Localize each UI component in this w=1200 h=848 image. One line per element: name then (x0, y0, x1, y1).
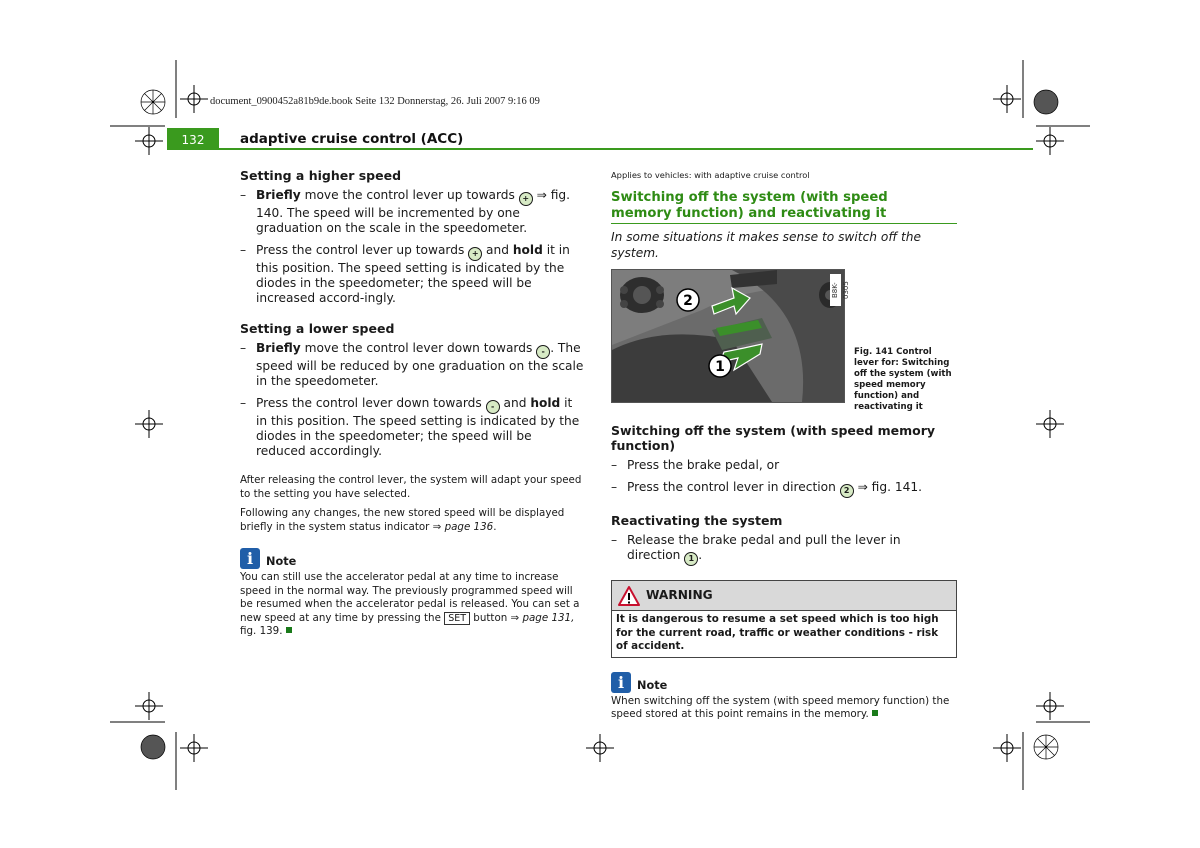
note-body: You can still use the accelerator pedal at any time to increase speed in the normal way. The previously programmed speed will be resumed when the accelerator pedal is released. You can set a new speed at any time by pressing the (240, 571, 580, 624)
item-text: it in this position. The speed setting is indicated by the diodes in the speedometer; the speed will be increased accord-ingly. (256, 243, 570, 305)
section-title-line-1: Switching off the system (with speed (611, 190, 888, 205)
item-text: . The speed will be reduced by one graduation on the scale in the speedometer. (256, 341, 584, 388)
note-text (240, 571, 585, 639)
page-number: 132 (167, 128, 219, 150)
end-square-icon (286, 627, 292, 633)
note-body: When switching off the system (with speed memory function) the speed stored at this point remains in the memory. (611, 694, 950, 720)
item-text: Press the control lever in direction (627, 480, 840, 494)
warning-triangle-icon (618, 586, 640, 606)
paragraph-text: Following any changes, the new stored speed will be displayed briefly in the system status indicator ⇒ (240, 507, 565, 533)
figure-callout-1: 1 (715, 359, 725, 375)
item-text: move the control lever down towards (300, 341, 537, 355)
warning-title: WARNING (646, 588, 713, 602)
intro-text: In some situations it makes sense to switch off the system. (611, 230, 921, 260)
right-column (611, 168, 957, 728)
control-lever-illustration (612, 270, 844, 402)
warning-text: It is dangerous to resume a set speed which is too high for the current road, traffic or weather conditions - risk of accident. (612, 610, 956, 657)
control-lever-figure (611, 269, 850, 403)
page-reference-link[interactable]: page 136 (444, 520, 494, 533)
figure-row (611, 269, 957, 413)
item-text: ⇒ fig. 140. The speed will be incremented by one graduation on the scale in the speedometer. (256, 188, 571, 235)
list-item (240, 188, 585, 236)
note-title: Note (266, 555, 297, 568)
list-item (611, 480, 957, 498)
item-text: and (482, 243, 513, 257)
minus-button-icon: - (536, 345, 550, 359)
direction-1-icon: 1 (684, 552, 698, 566)
item-text: . (698, 548, 703, 562)
subsection-title-reactivating: Reactivating the system (611, 513, 783, 528)
item-text: move the control lever up towards (300, 188, 519, 202)
item-text: Press the control lever up towards (256, 243, 469, 257)
emphasis: Briefly (256, 341, 301, 355)
section-title-higher-speed: Setting a higher speed (240, 168, 402, 183)
figure-callout-2: 2 (683, 293, 693, 309)
plus-button-icon: + (468, 247, 482, 261)
paragraph: After releasing the control lever, the system will adapt your speed to the setting you have selected. (240, 474, 582, 500)
note-header (611, 672, 957, 693)
list-item: – Press the brake pedal, or (611, 458, 957, 473)
set-key-label: SET (444, 612, 470, 625)
end-square-icon (872, 710, 878, 716)
emphasis: hold (512, 243, 543, 257)
emphasis: Briefly (256, 188, 301, 202)
page-reference-link[interactable]: page 131, (522, 611, 575, 624)
section-title-lower-speed: Setting a lower speed (240, 321, 395, 336)
note-body: button ⇒ (470, 611, 523, 624)
direction-2-icon: 2 (840, 484, 854, 498)
list-item (240, 341, 585, 389)
paragraph-text: . (493, 520, 497, 533)
plus-button-icon: + (519, 192, 533, 206)
file-info-line: document_0900452a81b9de.book Seite 132 Donnerstag, 26. Juli 2007 9:16 09 (210, 96, 540, 107)
applies-to-note: Applies to vehicles: with adaptive cruise control (611, 170, 810, 180)
item-text: Press the control lever down towards (256, 396, 486, 410)
item-text: it in this position. The speed setting is indicated by the diodes in the speedometer; the speed will be reduced accordingly. (256, 396, 580, 458)
item-text: Release the brake pedal and pull the lever in direction (627, 533, 901, 562)
section-title-line-2: memory function) and reactivating it (611, 206, 887, 221)
item-text: ⇒ fig. 141. (853, 480, 922, 494)
list-item (611, 533, 957, 566)
list-item (240, 243, 585, 306)
note-header (240, 548, 585, 569)
figure-caption: Fig. 141 Control lever for: Switching off the system (with speed memory function) and reactivating it (854, 347, 952, 412)
item-text: and (499, 396, 531, 410)
info-icon (611, 672, 631, 693)
note-text (611, 695, 957, 722)
warning-box (611, 580, 957, 658)
header-rule (167, 148, 1033, 150)
subsection-title-switch-off: Switching off the system (with speed memory function) (611, 423, 936, 453)
list-item (240, 396, 585, 459)
info-icon (240, 548, 260, 569)
warning-header (612, 581, 956, 610)
paragraph (240, 507, 585, 534)
chapter-title: adaptive cruise control (ACC) (240, 131, 464, 147)
figure-code: B8K-0305 (830, 274, 841, 306)
note-title: Note (637, 678, 668, 692)
emphasis: hold (530, 396, 561, 410)
title-rule (611, 223, 957, 224)
left-column (240, 168, 585, 645)
minus-button-icon: - (486, 400, 500, 414)
note-body: fig. 139. (240, 625, 283, 637)
